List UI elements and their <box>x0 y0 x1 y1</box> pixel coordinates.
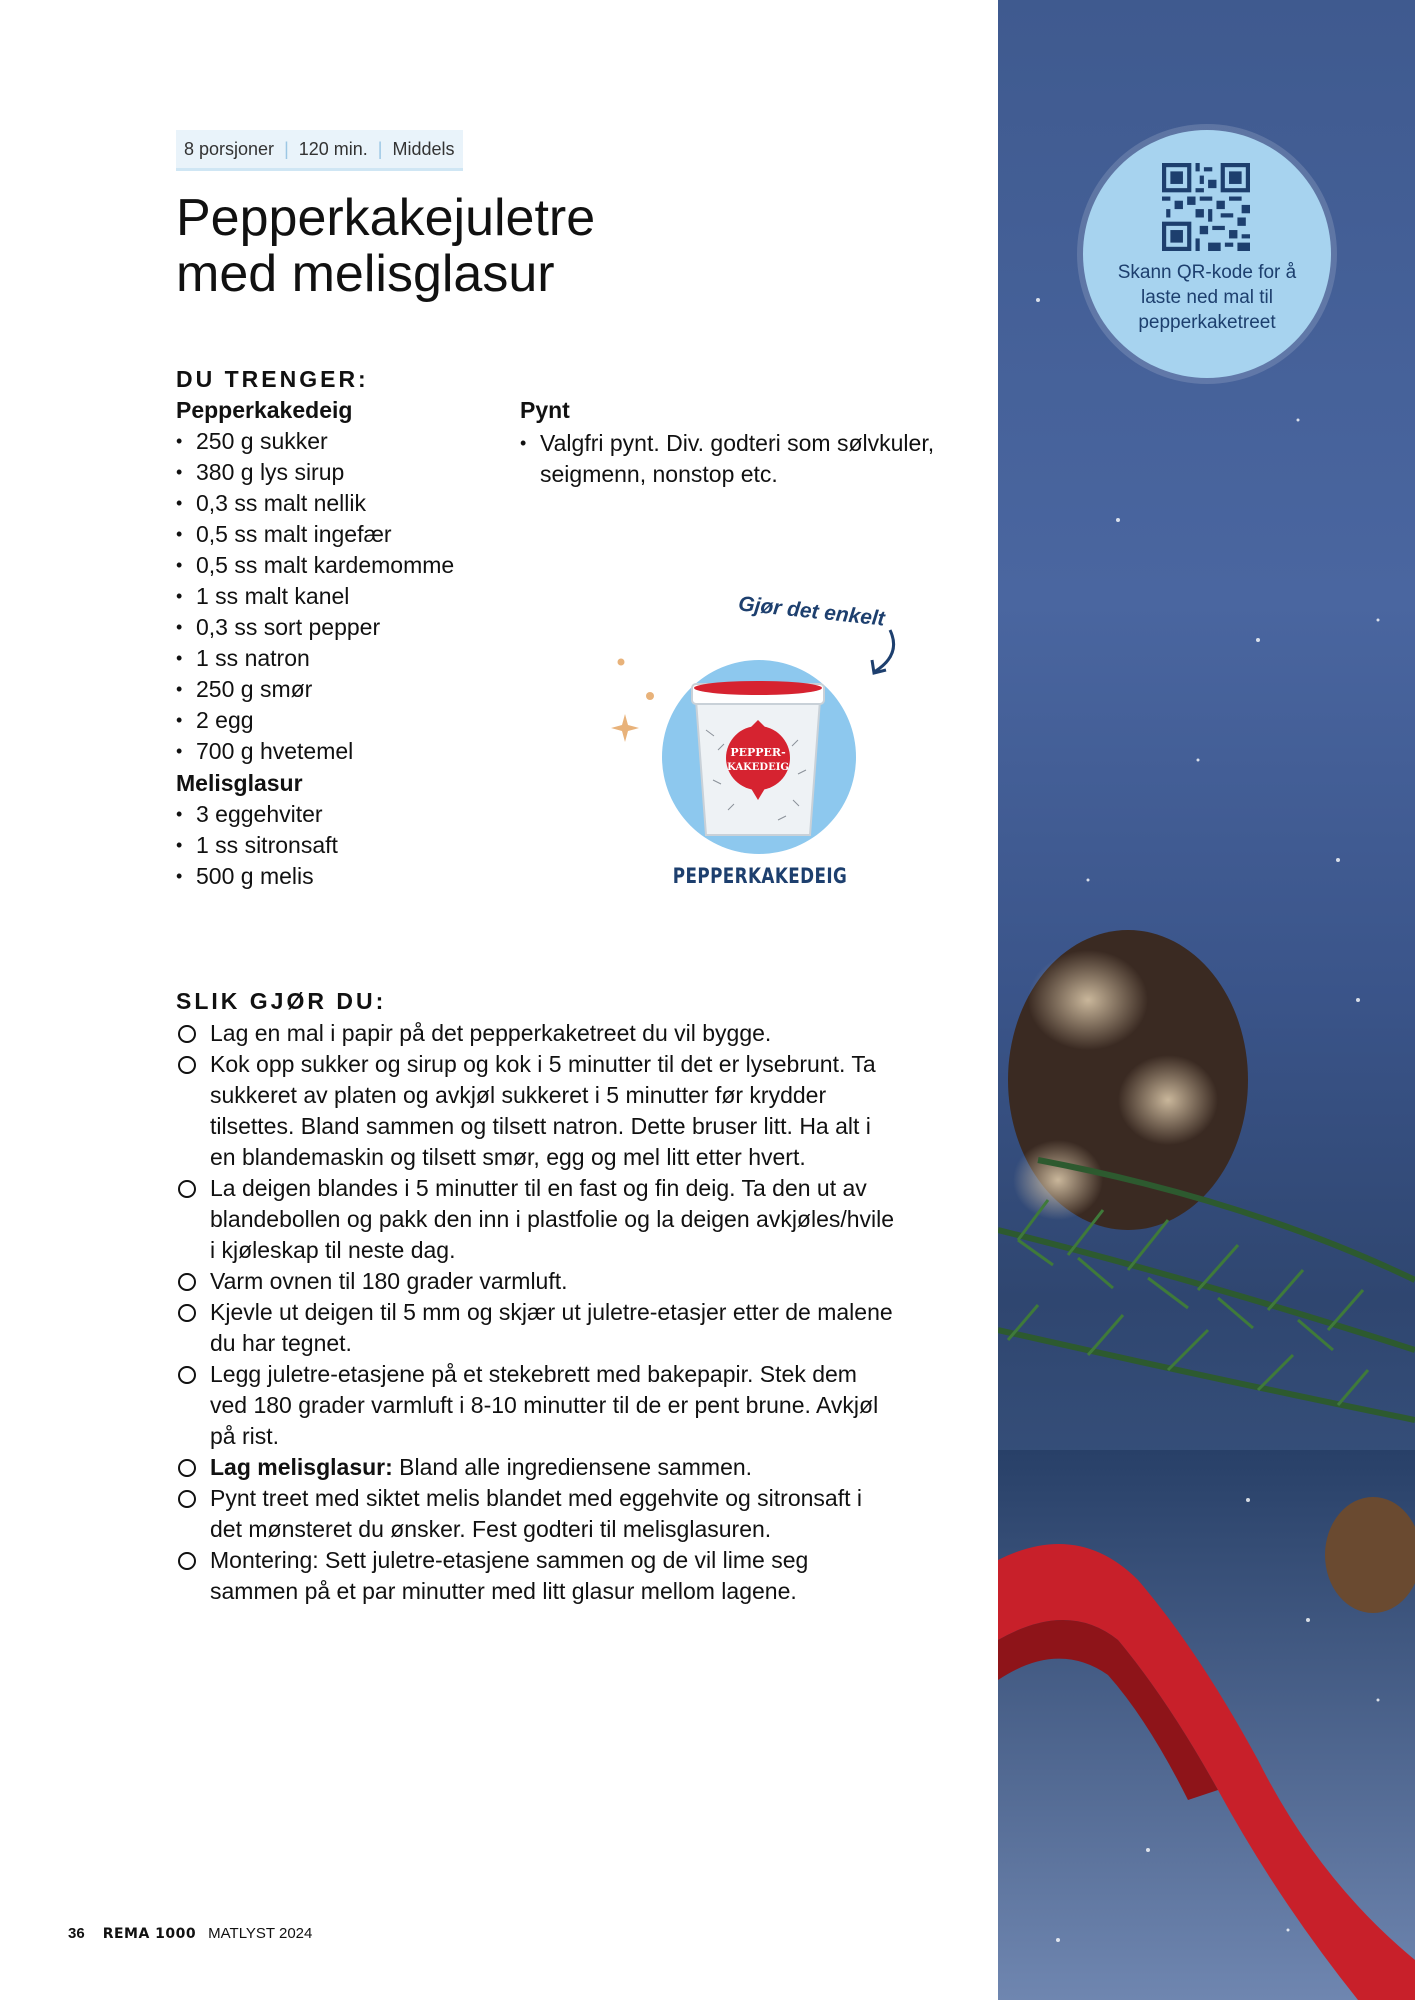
decor-title: Pynt <box>520 397 570 423</box>
ingredient-item: • 0,3 ss sort pepper <box>176 612 516 643</box>
ingredient-item: • 1 ss natron <box>176 643 516 674</box>
page-title <box>176 190 736 302</box>
glaze-ingredient-list <box>176 799 516 892</box>
step-text: Varm ovnen til 180 grader varmluft. <box>210 1268 568 1294</box>
step-text: Kok opp sukker og sirup og kok i 5 minutter til det er lysebrunt. Ta sukkeret av platen og avkjøl sukkeret i 5 minutter før krydder tilsettes. Bland sammen og tilsett natron. Dette bruser litt. Ha alt i en blandemaskin og tilsett smør, egg og mel litt etter hvert. <box>210 1051 876 1170</box>
promo-product-label: PEPPERKAKEDEIG <box>672 864 848 888</box>
step-bold-label: Lag melisglasur: <box>210 1454 393 1480</box>
method-step <box>176 1266 896 1297</box>
ingredient-item: • 0,5 ss malt kardemomme <box>176 550 516 581</box>
ingredient-item: • 1 ss sitronsaft <box>176 830 516 861</box>
method-step <box>176 1545 896 1607</box>
ingredient-item: • 250 g sukker <box>176 426 516 457</box>
gingerbread-dough-tub <box>688 670 828 840</box>
divider: | <box>377 138 383 159</box>
ingredients-heading: DU TRENGER: <box>176 366 369 392</box>
step-text: Montering: Sett juletre-etasjene sammen og de vil lime seg sammen på et par minutter med litt glasur mellom lagene. <box>210 1547 809 1604</box>
time: 120 min. <box>298 138 368 159</box>
difficulty: Middels <box>392 138 455 159</box>
title-line-2: med melisglasur <box>176 245 555 303</box>
ingredient-item: • 380 g lys sirup <box>176 457 516 488</box>
tub-label-line2: KAKEDEIG <box>727 762 789 773</box>
qr-caption: Skann QR-kode for å laste ned mal til pepperkaketreet <box>1117 262 1297 333</box>
promo-tagline: Gjør det enkelt <box>737 592 886 631</box>
title-line-1: Pepperkakejuletre <box>176 189 596 247</box>
ingredient-item: • 2 egg <box>176 705 516 736</box>
method-step <box>176 1018 896 1049</box>
method-step-list <box>176 1018 896 1607</box>
portions: 8 porsjoner <box>184 138 275 159</box>
ingredient-item: • 0,3 ss malt nellik <box>176 488 516 519</box>
page-footer <box>68 1925 312 1942</box>
ingredient-item: • 1 ss malt kanel <box>176 581 516 612</box>
ingredient-item: • 700 g hvetemel <box>176 736 516 767</box>
method-step <box>176 1359 896 1452</box>
decor-text: • Valgfri pynt. Div. godteri som sølvkuler, seigmenn, nonstop etc. <box>520 428 940 490</box>
dough-title: Pepperkakedeig <box>176 397 353 423</box>
method-step <box>176 1173 896 1266</box>
qr-code-icon[interactable] <box>1162 163 1250 251</box>
ingredient-item: • 500 g melis <box>176 861 516 892</box>
sparkle-icon <box>605 650 665 750</box>
qr-badge <box>1083 130 1331 378</box>
step-text: Lag en mal i papir på det pepperkaketreet du vil bygge. <box>210 1020 772 1046</box>
method-step <box>176 1049 896 1173</box>
ingredient-item: • 3 eggehviter <box>176 799 516 830</box>
divider: | <box>284 138 289 159</box>
tub-label-line1: PEPPER- <box>730 746 786 759</box>
brand-logo: REMA 1000 <box>102 1925 197 1942</box>
page-number: 36 <box>68 1925 85 1942</box>
method-heading: SLIK GJØR DU: <box>176 988 387 1014</box>
step-text: Pynt treet med siktet melis blandet med eggehvite og sitronsaft i det mønsteret du ønsker. Fest godteri til melisglasuren. <box>210 1485 862 1542</box>
method-step <box>176 1483 896 1545</box>
glaze-title: Melisglasur <box>176 770 303 796</box>
curved-arrow-icon <box>860 620 910 680</box>
ingredient-item: • 250 g smør <box>176 674 516 705</box>
step-text: La deigen blandes i 5 minutter til en fast og fin deig. Ta den ut av blandebollen og pakk den inn i plastfolie og la deigen avkjøles/hvile i kjøleskap til neste dag. <box>210 1175 895 1263</box>
method-step <box>176 1452 896 1483</box>
magazine-name: MATLYST 2024 <box>208 1925 313 1942</box>
ingredient-item: • 0,5 ss malt ingefær <box>176 519 516 550</box>
step-text: Kjevle ut deigen til 5 mm og skjær ut juletre-etasjer etter de malene du har tegnet. <box>210 1299 893 1356</box>
dough-ingredient-list <box>176 426 516 767</box>
method-step <box>176 1297 896 1359</box>
step-text: Bland alle ingrediensene sammen. <box>392 1454 753 1480</box>
step-text: Legg juletre-etasjene på et stekebrett med bakepapir. Stek dem ved 180 grader varmluft i 8-10 minutter til de er pent brune. Avkjøl på rist. <box>210 1361 879 1449</box>
recipe-meta <box>176 130 463 171</box>
